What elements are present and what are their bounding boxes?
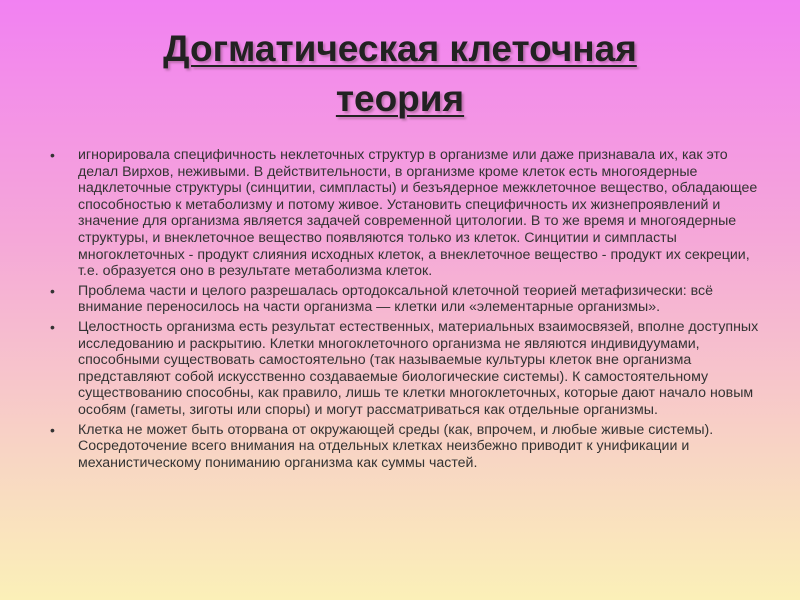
bullet-text: игнорировала специфичность неклеточных структур в организме или даже признавала их, как это делал Вирхов, неживыми. В действительности, в организме кроме клеток есть многоядерные надклеточные структуры (синцитии, симпласты) и безъядерное межклеточное вещество, обладающее способностью к метаболизму и потому живое. Установить специфичность их жизнепроявлений и значение для организма является задачей современной цитологии. В то же время и многоядерные структуры, и внеклеточное вещество появляются только из клеток. Синцитии и симпласты многоклеточных - продукт слияния исходных клеток, а внеклеточное вещество - продукт их секреции, т.е. образуется оно в результате метаболизма клеток. [78,147,758,280]
bullet-marker: • [50,318,55,335]
bullet-item-2 [48,283,768,316]
slide-title [60,24,740,124]
bullet-item-4 [48,422,768,472]
bullet-item-1 [48,147,768,280]
bullet-text: Клетка не может быть оторвана от окружающей среды (как, впрочем, и любые живые системы). Сосредоточение всего внимания на отдельных клетках неизбежно приводит к унификации и механистическому пониманию организма как суммы частей. [78,421,714,471]
slide-title-line-2: теория [335,78,465,119]
slide-title-line-1: Догматическая клеточная [163,28,637,69]
bullet-marker: • [50,282,55,299]
bullet-text: Целостность организма есть результат естественных, материальных взаимосвязей, вполне доступных исследованию и раскрытию. Клетки многоклеточного организма не являются индивидуумами, способными существовать самостоятельно (так называемые культуры клеток вне организма представляют собой искусственно создаваемые биологические системы). К самостоятельному существованию способны, как правило, лишь те клетки многоклеточных, которые дают начало новым особям (гаметы, зиготы или споры) и могут рассматриваться как отдельные организмы. [78,318,759,418]
bullet-item-3 [48,319,768,419]
bullet-marker: • [50,421,55,438]
bullet-text: Проблема части и целого разрешалась ортодоксальной клеточной теорией метафизически: всё внимание переносилось на части организма — клетки или «элементарные организмы». [78,282,714,316]
bullet-marker: • [50,147,55,163]
bullet-list [48,147,768,474]
